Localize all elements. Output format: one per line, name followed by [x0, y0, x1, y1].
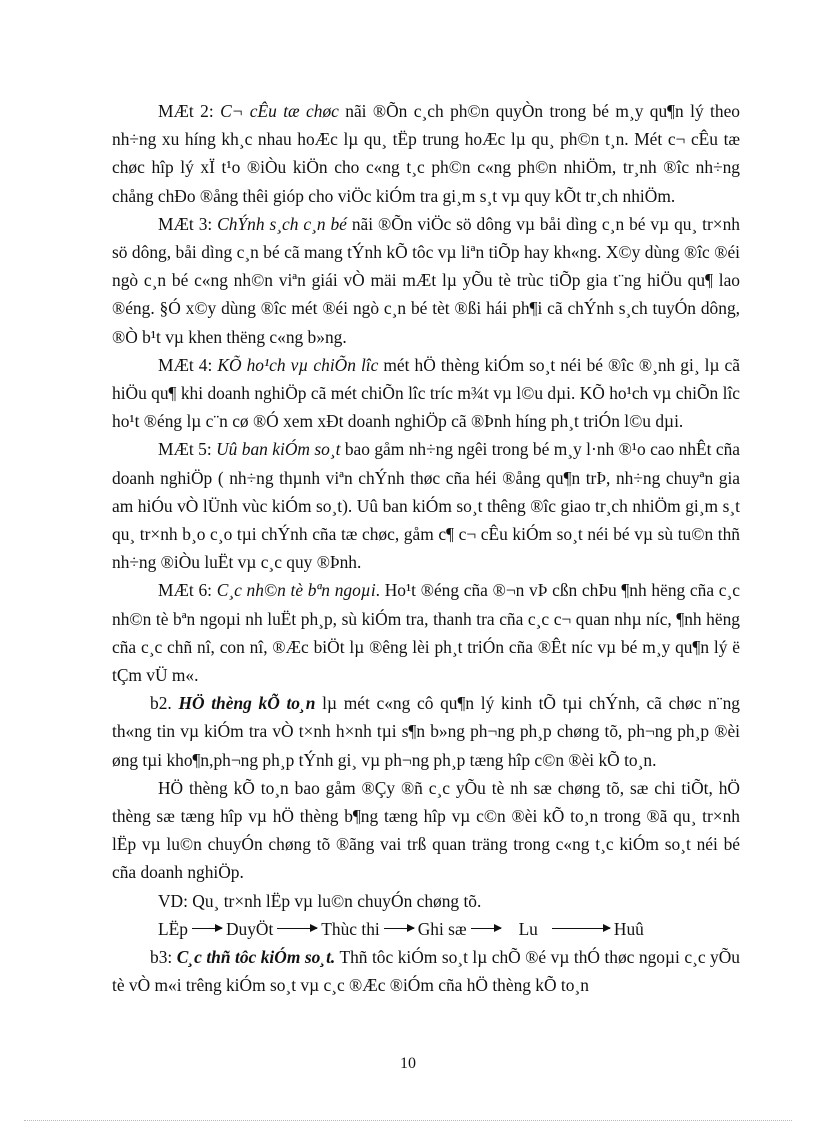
section-term: HÖ thèng kÕ to¸n	[178, 693, 316, 714]
paragraph-body: Thñ tôc kiÓm so¸t lµ chÕ ®é vµ thÓ thøc ngoµi c¸c yÕu tè vÒ m«i trêng kiÓm so¸t vµ c¸c ®Æc ®iÓm cña hÖ thèng kÕ to¸n	[112, 947, 740, 996]
paragraph-aspect-5	[112, 435, 740, 576]
section-label: b3:	[150, 947, 177, 968]
flow-step-1: LËp	[158, 918, 188, 939]
flow-step-2: DuyÖt	[225, 918, 274, 939]
flow-step-5: Lu	[518, 918, 538, 939]
paragraph-aspect-6	[112, 576, 740, 689]
arrow-right-icon	[552, 928, 610, 929]
aspect-label: MÆt 2:	[158, 101, 221, 121]
arrow-right-icon	[471, 928, 501, 929]
paragraph-b2	[112, 689, 740, 774]
flow-step-3: Thùc thi	[321, 918, 380, 939]
page-number: 10	[400, 1055, 416, 1072]
aspect-label: MÆt 5:	[158, 439, 217, 460]
paragraph-body: mét hÖ thèng kiÓm so¸t néi bé ®îc ®¸nh gi¸ lµ cã hiÖu qu¶ khi doanh nghiÖp cã mét chiÕn lîc tríc m¾t vµ l©u dµi. KÕ ho¹ch vµ chiÕn lîc ho¹t ®éng lµ c¨n cø ®Ó xem xÐt doanh nghiÖp cã ®Þnh híng ph¸t triÓn l©u dµi.	[112, 354, 740, 432]
arrow-right-icon	[277, 928, 317, 929]
body-text	[112, 97, 740, 1000]
arrow-right-icon	[384, 928, 414, 929]
paragraph-aspect-4	[112, 351, 740, 436]
flow-step-6: Huû	[613, 918, 644, 939]
arrow-right-icon	[192, 928, 222, 929]
aspect-term: C¬ cÊu tæ chøc	[220, 101, 339, 121]
example-caption: VD: Qu¸ tr×nh lËp vµ lu©n chuyÓn chøng tõ.	[158, 890, 482, 911]
flow-step-4: Ghi sæ	[417, 918, 467, 939]
paragraph-body: nãi ®Õn viÖc sö dông vµ båi dìng c¸n bé vµ qu¸ tr×nh sö dông, båi dìng c¸n bé cã mang tÝnh kÕ tôc vµ liªn tiÕp hay kh«ng. X©y dùng ®îc ®éi ngò c¸n bé c«ng nh©n viªn giái vÒ mäi mÆt lµ yÕu tè trùc tiÕp gia t¨ng hiÖu qu¶ lao ®éng. §Ó x©y dùng ®îc mét ®éi ngò c¸n bé tèt ®ßi hái ph¶i cã chÝnh s¸ch tuyÓn dông, ®Ò b¹t vµ khen thëng c«ng b»ng.	[112, 213, 740, 347]
paragraph-b3	[112, 943, 740, 999]
page-bottom-divider	[24, 1120, 792, 1121]
section-term: C¸c thñ tôc kiÓm so¸t.	[176, 947, 336, 968]
aspect-term: ChÝnh s¸ch c¸n bé	[217, 213, 347, 234]
paragraph-body: bao gåm nh÷ng ngêi trong bé m¸y l·nh ®¹o cao nhÊt cña doanh nghiÖp ( nh÷ng thµnh viªn chÝnh thøc cña héi ®ång qu¶n trÞ, nh÷ng chuyªn gia am hiÓu vÒ lÜnh vùc kiÓm so¸t). Uû ban kiÓm so¸t thêng ®îc giao tr¸ch nhiÖm gi¸m s¸t qu¸ tr×nh b¸o c¸o tµi chÝnh cña tæ chøc, gåm c¶ c¬ cÊu kiÓm so¸t néi bé vµ sù tu©n thñ nh÷ng ®iÒu luËt vµ c¸c quy ®Þnh.	[112, 439, 741, 573]
section-label: b2.	[150, 693, 179, 714]
paragraph-body: lµ mét c«ng cô qu¶n lý kinh tÕ tµi chÝnh, cã chøc n¨ng th«ng tin vµ kiÓm tra vÒ t×nh h×nh tµi s¶n b»ng ph¬ng ph¸p chøng tõ, ph¬ng ph¸p ®èi øng tµi kho¶n,ph¬ng ph¸p tÝnh gi¸ vµ ph¬ng ph¸p tæng hîp c©n ®èi kÕ to¸n.	[112, 693, 740, 770]
aspect-term: C¸c nh©n tè bªn ngoµi	[216, 580, 376, 601]
aspect-term: KÕ ho¹ch vµ chiÕn lîc	[217, 354, 379, 375]
aspect-label: MÆt 4:	[158, 354, 218, 375]
paragraph-example	[112, 887, 740, 915]
paragraph-body: . Ho¹t ®éng cña ®¬n vÞ cßn chÞu ¶nh hëng cña c¸c nh©n tè bªn ngoµi nh luËt ph¸p, sù kiÓm tra, thanh tra cña c¸c c¬ quan nhµ níc, ¶nh hëng cña c¸c chñ nî, con nî, ®Æc biÖt lµ ®êng lèi ph¸t triÓn cña ®Êt níc vµ bé m¸y qu¶n lý ë tÇm vÜ m«.	[112, 580, 740, 686]
paragraph-accounting-system	[112, 774, 740, 887]
aspect-term: Uû ban kiÓm so¸t	[216, 439, 341, 460]
document-flow-diagram	[158, 915, 740, 943]
paragraph-aspect-3	[112, 210, 740, 351]
aspect-label: MÆt 6:	[158, 580, 217, 601]
paragraph-aspect-2	[112, 97, 740, 210]
aspect-label: MÆt 3:	[158, 213, 218, 234]
paragraph-body: nãi ®Õn c¸ch ph©n quyÒn trong bé m¸y qu¶n lý theo nh÷ng xu híng kh¸c nhau hoÆc lµ qu¸ tËp trung hoÆc lµ qu¸ ph©n t¸n. Mét c¬ cÊu tæ chøc hîp lý xÏ t¹o ®iÒu kiÖn cho c«ng t¸c ph©n c«ng ph©n nhiÖm, tr¸nh ®îc nh÷ng chång chÐo ®ång thêi gióp cho viÖc kiÓm tra gi¸m s¸t vµ quy kÕt tr¸ch nhiÖm.	[112, 101, 740, 206]
paragraph-body: HÖ thèng kÕ to¸n bao gåm ®Çy ®ñ c¸c yÕu tè nh sæ chøng tõ, sæ chi tiÕt, hÖ thèng sæ tæng hîp vµ hÖ thèng b¶ng tæng hîp vµ c©n ®èi kÕ to¸n trong ®ã qu¸ tr×nh lËp vµ lu©n chuyÓn chøng tõ ®ãng vai trß quan träng trong c«ng t¸c kiÓm so¸t néi bé cña doanh nghiÖp.	[112, 777, 740, 883]
